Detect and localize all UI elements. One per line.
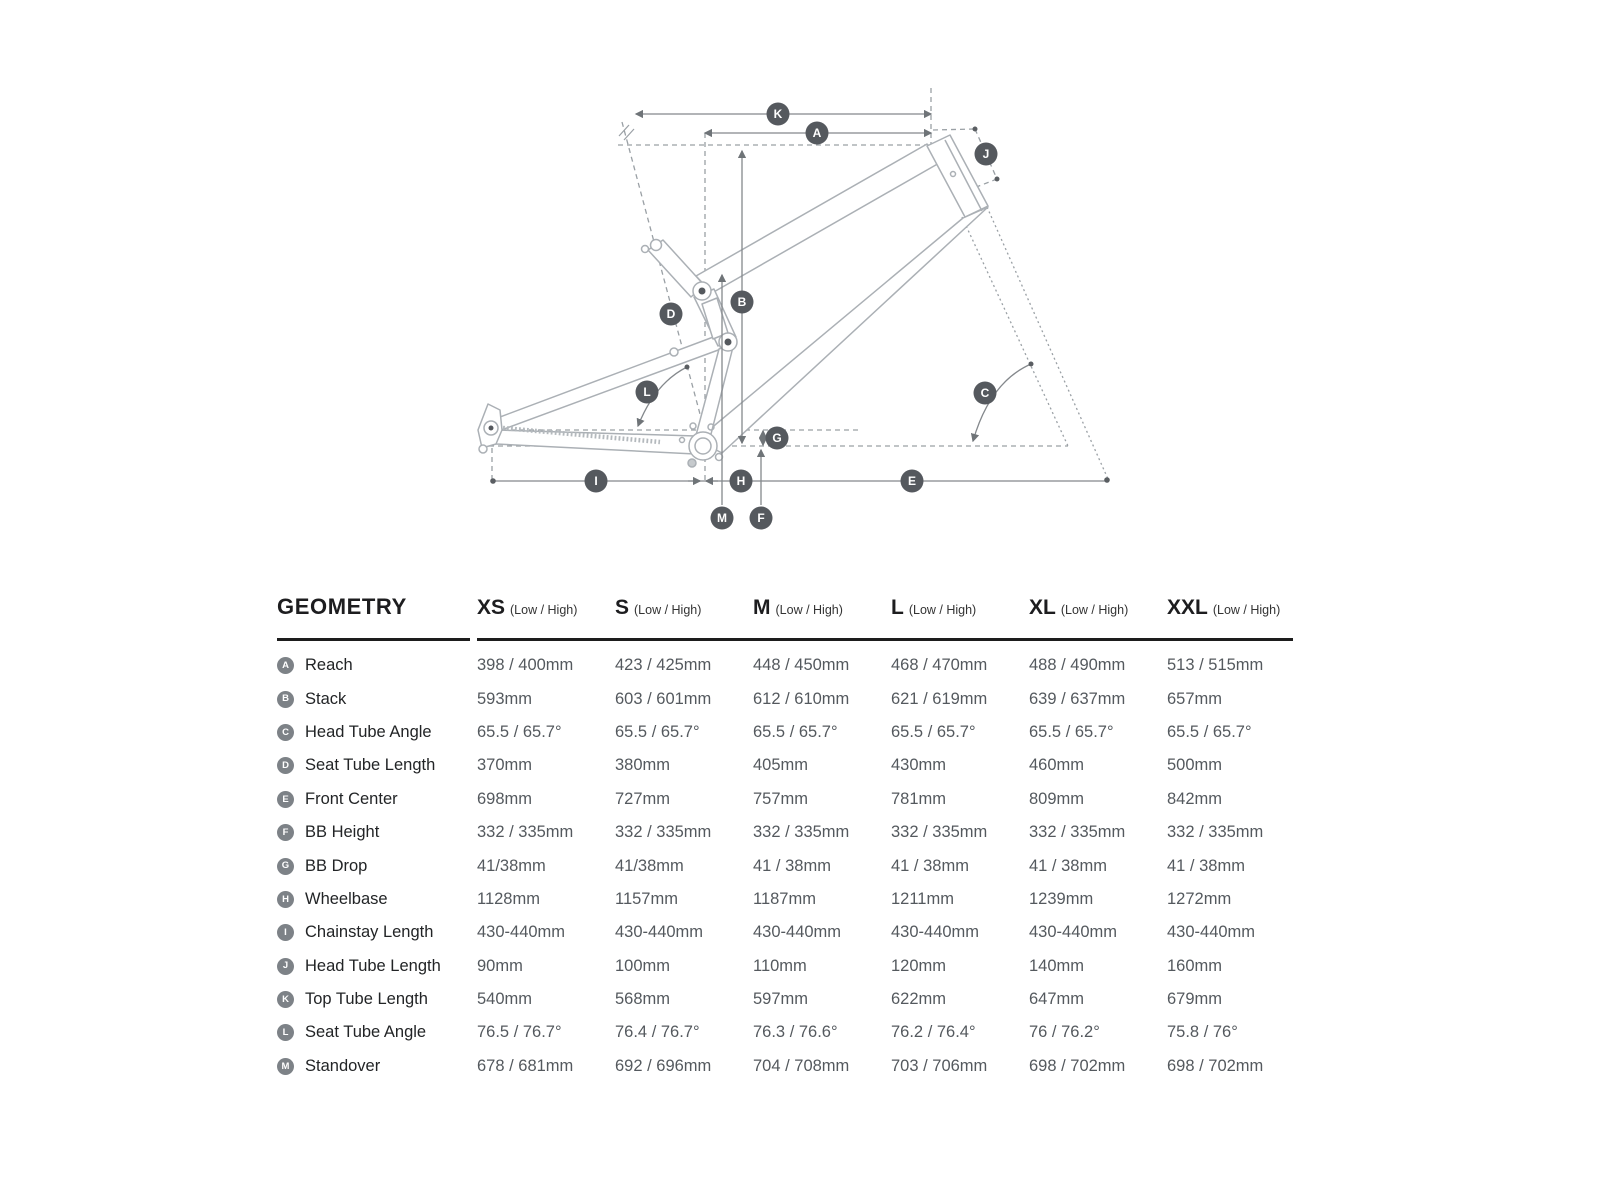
diagram-marker-g: [766, 427, 789, 450]
row-key-badge: F: [277, 824, 294, 841]
geometry-table: [277, 594, 1305, 1083]
marker-letter: E: [907, 474, 917, 489]
diagram-marker-i: [585, 470, 608, 493]
lower-pivot-bolt: [725, 339, 732, 346]
table-header-row: [277, 594, 1305, 638]
table-body: [277, 649, 1305, 1083]
size-note: (Low / High): [634, 603, 702, 617]
value-m: 597mm: [753, 990, 809, 1009]
marker-letter: I: [594, 474, 598, 489]
diagram-marker-f: [750, 507, 773, 530]
size-label: S: [615, 596, 630, 619]
value-s: 100mm: [615, 956, 671, 975]
value-l: 76.2 / 76.4°: [891, 1023, 976, 1042]
derailleur-hanger: [479, 445, 487, 453]
seat-axis-tick-marks: [619, 125, 634, 140]
value-xs: 678 / 681mm: [477, 1056, 574, 1075]
value-xxl: 75.8 / 76°: [1167, 1023, 1238, 1042]
value-l: 430mm: [891, 756, 947, 775]
fork-axis-lines: [962, 207, 1108, 479]
bb-bolt-2: [690, 423, 696, 429]
value-xxl: 1272mm: [1167, 889, 1232, 908]
value-xs: 398 / 400mm: [477, 656, 574, 675]
diagram-marker-b: [731, 291, 754, 314]
marker-letter: K: [773, 107, 783, 122]
row-key-badge: I: [277, 924, 294, 941]
row-key-badge: A: [277, 657, 294, 674]
value-l: 430-440mm: [891, 923, 980, 942]
value-m: 332 / 335mm: [753, 823, 850, 842]
size-note: (Low / High): [908, 603, 977, 617]
row-label: Reach: [305, 656, 353, 675]
value-xl: 430-440mm: [1029, 923, 1118, 942]
table-row-front-center: [277, 783, 1305, 816]
table-row-seat-tube-angle: [277, 1016, 1305, 1049]
value-xxl: 41 / 38mm: [1167, 856, 1245, 875]
row-key-badge: B: [277, 691, 294, 708]
value-xl: 140mm: [1029, 956, 1085, 975]
diagram-marker-c: [974, 382, 997, 405]
value-xl: 460mm: [1029, 756, 1085, 775]
value-xs: 41/38mm: [477, 856, 546, 875]
value-s: 76.4 / 76.7°: [615, 1023, 700, 1042]
row-label: Stack: [305, 689, 347, 708]
value-s: 332 / 335mm: [615, 823, 712, 842]
table-row-head-tube-angle: [277, 716, 1305, 749]
column-header-xs: [477, 596, 615, 620]
value-xs: 332 / 335mm: [477, 823, 574, 842]
row-label: Seat Tube Length: [305, 756, 436, 775]
cluster-pivot-bolt: [699, 288, 706, 295]
row-label: Seat Tube Angle: [305, 1023, 427, 1042]
size-note: (Low / High): [510, 603, 578, 617]
value-s: 380mm: [615, 756, 671, 775]
row-label: Front Center: [305, 789, 398, 808]
value-xs: 370mm: [477, 756, 533, 775]
value-xs: 76.5 / 76.7°: [477, 1023, 562, 1042]
row-label: Head Tube Angle: [305, 722, 432, 741]
value-xxl: 332 / 335mm: [1167, 823, 1264, 842]
table-row-bb-drop: [277, 849, 1305, 882]
table-row-head-tube-length: [277, 950, 1305, 983]
value-l: 703 / 706mm: [891, 1056, 988, 1075]
value-s: 603 / 601mm: [615, 689, 712, 708]
table-row-stack: [277, 682, 1305, 715]
value-xl: 41 / 38mm: [1029, 856, 1107, 875]
value-s: 65.5 / 65.7°: [615, 722, 700, 741]
value-l: 622mm: [891, 990, 947, 1009]
value-xs: 593mm: [477, 689, 533, 708]
value-xl: 332 / 335mm: [1029, 823, 1126, 842]
size-label: L: [891, 596, 904, 619]
value-s: 41/38mm: [615, 856, 684, 875]
row-key-badge: E: [277, 791, 294, 808]
row-label: BB Drop: [305, 856, 368, 875]
value-xl: 76 / 76.2°: [1029, 1023, 1100, 1042]
seat-mast-collar: [642, 246, 649, 253]
value-m: 448 / 450mm: [753, 656, 850, 675]
value-m: 612 / 610mm: [753, 689, 850, 708]
header-rule: [277, 638, 1293, 641]
row-key-badge: M: [277, 1058, 294, 1075]
size-label: M: [753, 596, 771, 619]
size-label: XXL: [1167, 596, 1208, 619]
value-l: 781mm: [891, 789, 947, 808]
row-label: Chainstay Length: [305, 923, 434, 942]
marker-letter: H: [736, 474, 746, 489]
table-title: GEOMETRY: [277, 594, 407, 619]
value-xs: 540mm: [477, 990, 533, 1009]
diagram-marker-k: [767, 103, 790, 126]
row-key-badge: D: [277, 757, 294, 774]
table-row-top-tube-length: [277, 983, 1305, 1016]
table-row-standover: [277, 1050, 1305, 1083]
value-s: 727mm: [615, 789, 671, 808]
seatstay-bolt: [670, 348, 678, 356]
row-key-badge: G: [277, 858, 294, 875]
value-l: 332 / 335mm: [891, 823, 988, 842]
value-s: 1157mm: [615, 889, 678, 908]
value-xxl: 430-440mm: [1167, 923, 1256, 942]
shock-body: [702, 298, 728, 339]
value-xxl: 698 / 702mm: [1167, 1056, 1264, 1075]
table-row-seat-tube-length: [277, 749, 1305, 782]
row-label: Standover: [305, 1056, 381, 1075]
fork-axis-front: [987, 207, 1108, 479]
table-row-bb-height: [277, 816, 1305, 849]
row-key-badge: K: [277, 991, 294, 1008]
column-header-xxl: [1167, 596, 1305, 620]
value-s: 423 / 425mm: [615, 656, 712, 675]
value-xl: 809mm: [1029, 789, 1085, 808]
marker-letter: L: [643, 385, 651, 400]
value-xs: 698mm: [477, 789, 533, 808]
row-label: Top Tube Length: [305, 990, 428, 1009]
seatstay-tube: [492, 336, 721, 432]
diagram-marker-l: [636, 381, 659, 404]
value-xxl: 65.5 / 65.7°: [1167, 722, 1252, 741]
value-m: 41 / 38mm: [753, 856, 831, 875]
table-row-wheelbase: [277, 883, 1305, 916]
marker-letter: A: [812, 126, 822, 141]
row-key-badge: C: [277, 724, 294, 741]
table-row-chainstay-length: [277, 916, 1305, 949]
table-row-reach: [277, 649, 1305, 682]
value-l: 621 / 619mm: [891, 689, 988, 708]
marker-letter: C: [980, 386, 990, 401]
value-xxl: 679mm: [1167, 990, 1223, 1009]
value-l: 65.5 / 65.7°: [891, 722, 976, 741]
value-m: 1187mm: [753, 889, 816, 908]
row-label: Head Tube Length: [305, 956, 441, 975]
value-xl: 488 / 490mm: [1029, 656, 1126, 675]
size-note: (Low / High): [1060, 603, 1129, 617]
value-xs: 90mm: [477, 956, 523, 975]
column-header-l: [891, 596, 1029, 620]
value-xxl: 513 / 515mm: [1167, 656, 1264, 675]
value-xs: 430-440mm: [477, 923, 566, 942]
value-xs: 65.5 / 65.7°: [477, 722, 562, 741]
marker-letter: D: [666, 307, 676, 322]
marker-letter: B: [737, 295, 747, 310]
value-xl: 65.5 / 65.7°: [1029, 722, 1114, 741]
value-s: 692 / 696mm: [615, 1056, 712, 1075]
value-m: 76.3 / 76.6°: [753, 1023, 838, 1042]
marker-letter: M: [717, 511, 727, 526]
diagram-marker-a: [806, 122, 829, 145]
chain-guide: [688, 459, 696, 467]
value-xxl: 160mm: [1167, 956, 1223, 975]
value-xxl: 500mm: [1167, 756, 1223, 775]
chainstay-tube: [496, 430, 696, 454]
value-xl: 639 / 637mm: [1029, 689, 1126, 708]
value-m: 430-440mm: [753, 923, 842, 942]
value-xl: 647mm: [1029, 990, 1085, 1009]
bike-geometry-diagram: [0, 0, 1600, 560]
fork-axis-rear: [962, 217, 1068, 446]
column-header-s: [615, 596, 753, 620]
diagram-marker-d: [660, 303, 683, 326]
value-s: 430-440mm: [615, 923, 704, 942]
down-tube: [697, 207, 988, 453]
row-label: BB Height: [305, 823, 380, 842]
column-header-m: [753, 596, 891, 620]
value-xxl: 842mm: [1167, 789, 1223, 808]
row-key-badge: J: [277, 958, 294, 975]
size-label: XL: [1029, 596, 1056, 619]
row-key-badge: H: [277, 891, 294, 908]
value-xxl: 657mm: [1167, 689, 1223, 708]
bb-spindle: [695, 438, 711, 454]
value-l: 1211mm: [891, 889, 954, 908]
column-header-xl: [1029, 596, 1167, 620]
value-m: 405mm: [753, 756, 809, 775]
diagram-marker-h: [730, 470, 753, 493]
value-l: 41 / 38mm: [891, 856, 969, 875]
headtube-bracket-top: [933, 129, 975, 130]
value-xs: 1128mm: [477, 889, 540, 908]
value-m: 757mm: [753, 789, 809, 808]
value-m: 110mm: [753, 956, 807, 975]
value-m: 704 / 708mm: [753, 1056, 850, 1075]
size-note: (Low / High): [1212, 603, 1281, 617]
value-l: 468 / 470mm: [891, 656, 988, 675]
row-label: Wheelbase: [305, 889, 388, 908]
diagram-marker-e: [901, 470, 924, 493]
marker-letter: G: [772, 431, 782, 446]
diagram-marker-m: [711, 507, 734, 530]
marker-letter: J: [982, 147, 990, 162]
size-note: (Low / High): [775, 603, 843, 617]
value-xl: 698 / 702mm: [1029, 1056, 1126, 1075]
row-key-badge: L: [277, 1024, 294, 1041]
value-l: 120mm: [891, 956, 947, 975]
value-s: 568mm: [615, 990, 671, 1009]
diagram-marker-j: [975, 143, 998, 166]
marker-letter: F: [757, 511, 765, 526]
seat-mast-cap: [651, 240, 662, 251]
size-label: XS: [477, 596, 506, 619]
value-m: 65.5 / 65.7°: [753, 722, 838, 741]
rear-axle-bolt: [489, 426, 494, 431]
value-xl: 1239mm: [1029, 889, 1094, 908]
